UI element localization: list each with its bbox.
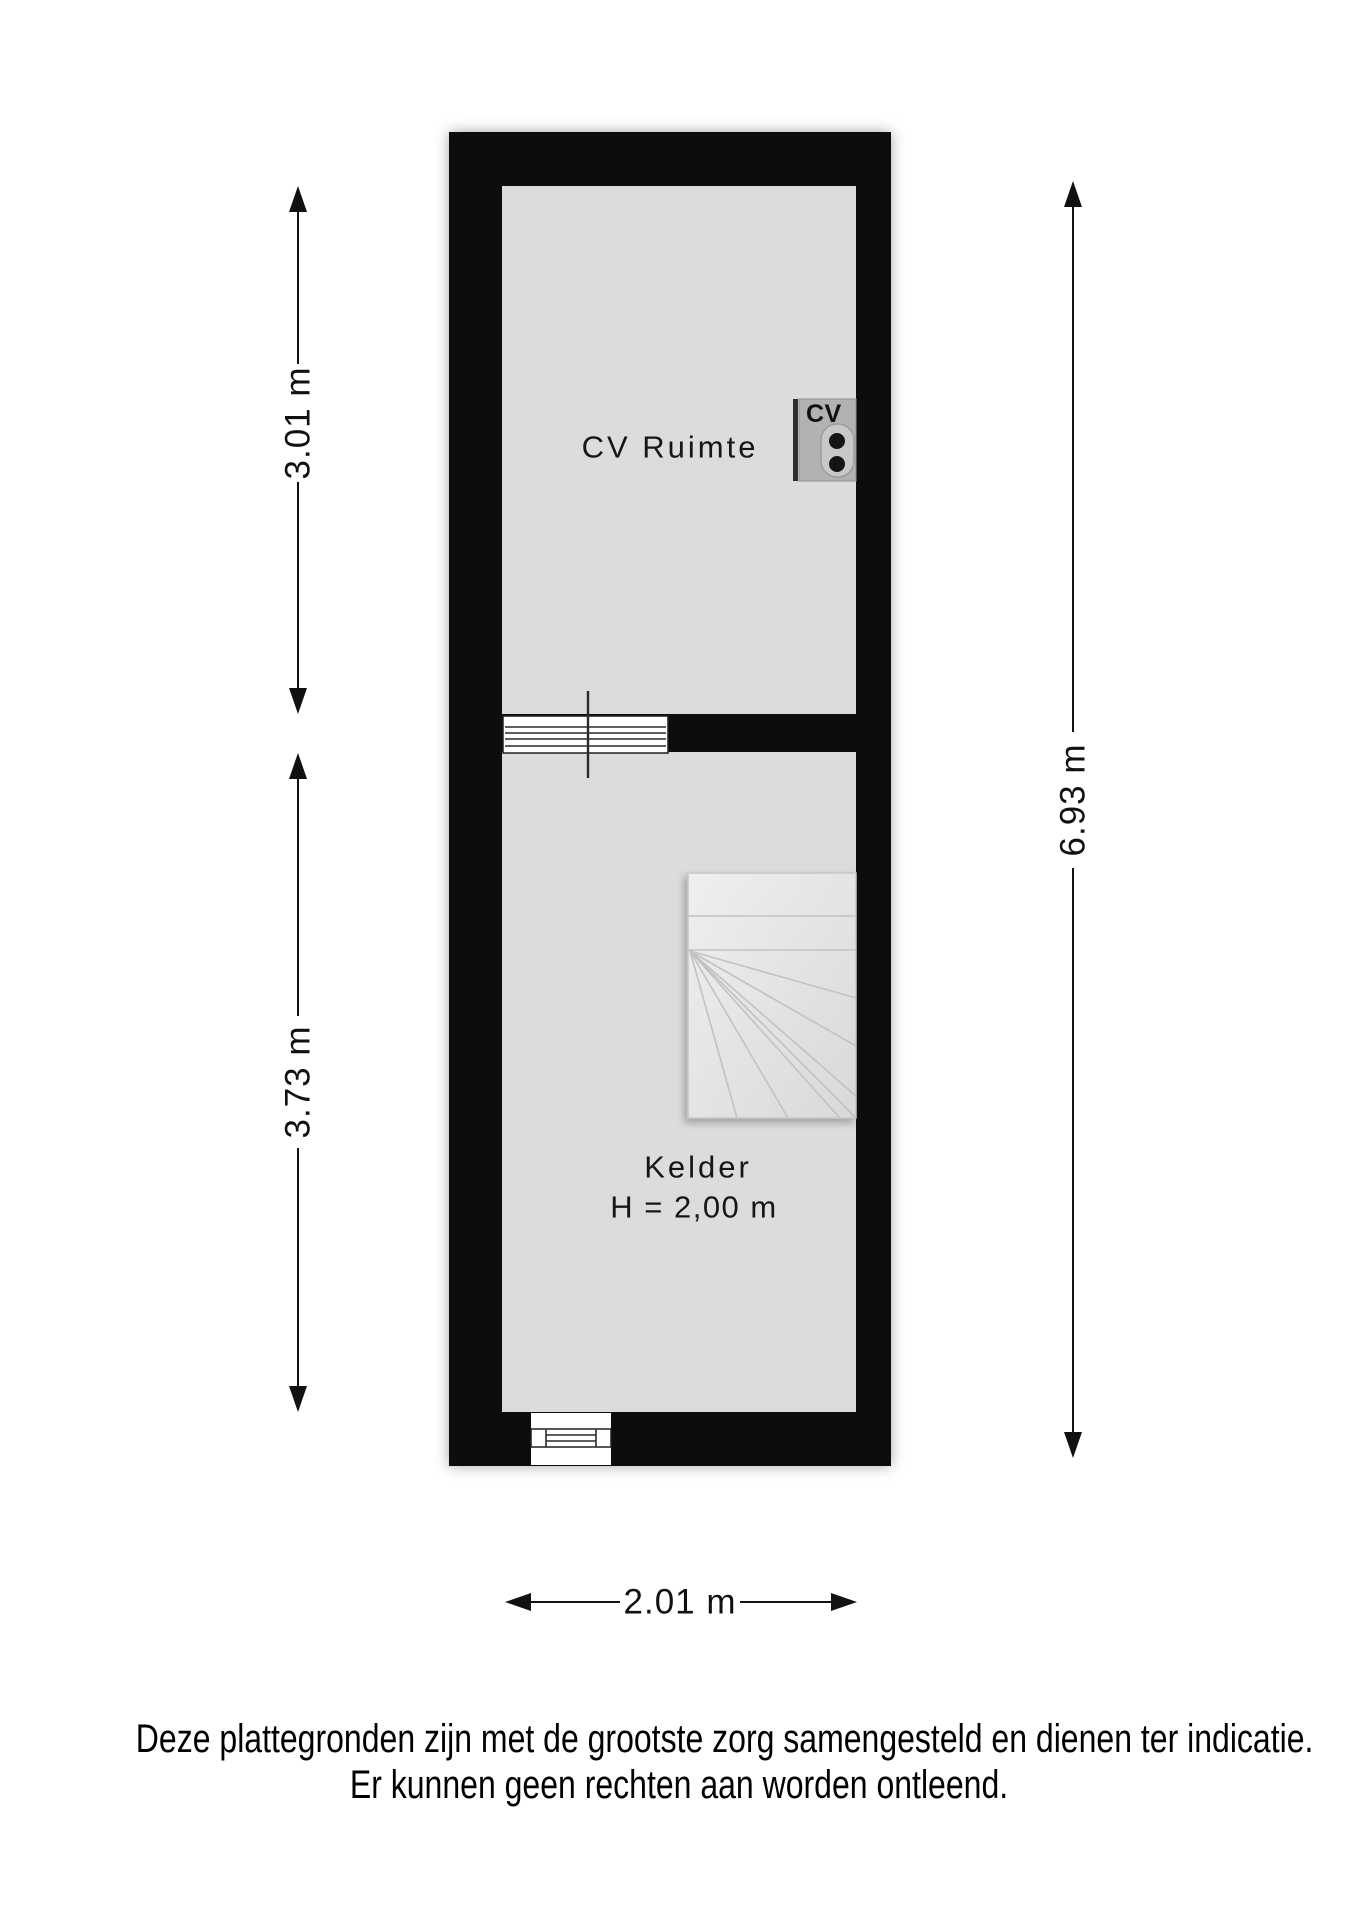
dimension-label-6-93: 6.93 m <box>1053 743 1093 857</box>
kelder-height-label: H = 2,00 m <box>610 1189 778 1225</box>
cv-unit <box>793 399 856 481</box>
disclaimer-line-2: Er kunnen geen rechten aan worden ontleend. <box>349 1763 1009 1807</box>
disclaimer-line-1: Deze plattegronden zijn met de grootste zorg samengesteld en dienen ter indicatie. <box>135 1717 1314 1761</box>
dimension-label-3-73: 3.73 m <box>278 1025 318 1139</box>
kelder-label: Kelder <box>644 1149 752 1185</box>
dimension-label-2-01: 2.01 m <box>623 1582 737 1622</box>
disclaimer <box>0 1716 1358 1808</box>
dimension-label-3-01: 3.01 m <box>278 366 318 480</box>
cv-unit-knob-bottom <box>829 456 845 472</box>
dimension-kelder-depth <box>279 753 318 1412</box>
cv-unit-label: CV <box>806 400 842 428</box>
cv-unit-knob-top <box>829 433 845 449</box>
dimension-total-depth <box>1054 181 1093 1458</box>
bottom-wall-window-symbol <box>531 1413 611 1465</box>
dimension-width <box>505 1583 857 1622</box>
staircase <box>688 873 856 1118</box>
cv-ruimte-label: CV Ruimte <box>581 429 759 465</box>
dimension-cv-room-depth <box>279 186 318 714</box>
